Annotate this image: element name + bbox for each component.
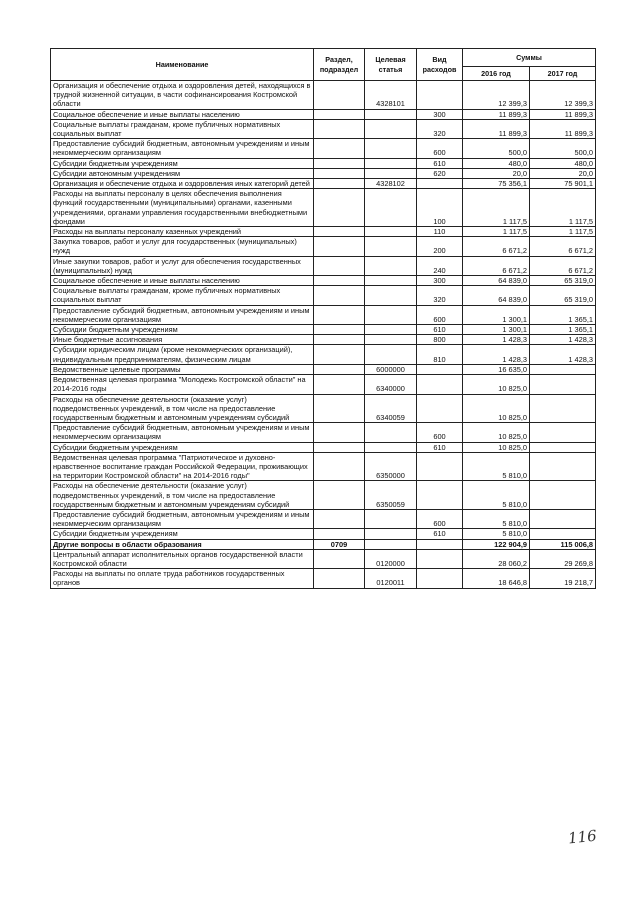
- cell-2016: 5 810,0: [463, 481, 530, 510]
- cell-target: 4328102: [365, 179, 417, 189]
- cell-2017: [530, 509, 596, 528]
- cell-2016: 64 839,0: [463, 276, 530, 286]
- cell-2016: 5 810,0: [463, 529, 530, 539]
- cell-2016: 1 300,1: [463, 325, 530, 335]
- header-section: Раздел, подраздел: [314, 49, 365, 81]
- cell-kind: [417, 364, 463, 374]
- cell-kind: 100: [417, 189, 463, 227]
- cell-name: Ведомственная целевая программа "Патриотическое и духовно-нравственное воспитание граждан Российской Федерации, проживающих на территории Костромской области" на 2014-2016 годы": [51, 452, 314, 481]
- cell-2017: 20,0: [530, 168, 596, 178]
- cell-target: [365, 423, 417, 442]
- cell-kind: 320: [417, 119, 463, 138]
- cell-2016: 6 671,2: [463, 256, 530, 275]
- cell-2017: [530, 481, 596, 510]
- cell-2016: 11 899,3: [463, 119, 530, 138]
- cell-name: Ведомственные целевые программы: [51, 364, 314, 374]
- cell-target: [365, 189, 417, 227]
- cell-kind: 600: [417, 509, 463, 528]
- table-header: [51, 49, 596, 81]
- cell-2017: 65 319,0: [530, 276, 596, 286]
- cell-section: [314, 529, 365, 539]
- cell-2016: 10 825,0: [463, 375, 530, 394]
- cell-section: 0709: [314, 539, 365, 549]
- cell-kind: [417, 81, 463, 110]
- cell-2017: 65 319,0: [530, 286, 596, 305]
- cell-2016: 5 810,0: [463, 452, 530, 481]
- cell-kind: 600: [417, 305, 463, 324]
- cell-section: [314, 158, 365, 168]
- cell-kind: 610: [417, 442, 463, 452]
- table-row: [51, 139, 596, 158]
- cell-2017: [530, 423, 596, 442]
- cell-target: 4328101: [365, 81, 417, 110]
- cell-name: Иные закупки товаров, работ и услуг для обеспечения государственных (муниципальных) нужд: [51, 256, 314, 275]
- cell-2017: [530, 452, 596, 481]
- table-row: [51, 345, 596, 364]
- cell-name: Субсидии бюджетным учреждениям: [51, 529, 314, 539]
- cell-kind: 620: [417, 168, 463, 178]
- header-sums: Суммы: [463, 49, 596, 67]
- header-year-2017: 2017 год: [530, 67, 596, 81]
- cell-2017: [530, 529, 596, 539]
- cell-section: [314, 423, 365, 442]
- cell-target: [365, 227, 417, 237]
- table-row: [51, 509, 596, 528]
- cell-2016: 18 646,8: [463, 569, 530, 588]
- cell-name: Социальное обеспечение и иные выплаты населению: [51, 109, 314, 119]
- cell-name: Предоставление субсидий бюджетным, автономным учреждениям и иным некоммерческим организациям: [51, 305, 314, 324]
- cell-kind: 300: [417, 109, 463, 119]
- cell-section: [314, 364, 365, 374]
- cell-target: 6340000: [365, 375, 417, 394]
- cell-section: [314, 325, 365, 335]
- cell-section: [314, 227, 365, 237]
- cell-kind: 600: [417, 423, 463, 442]
- table-row: [51, 286, 596, 305]
- cell-2016: 20,0: [463, 168, 530, 178]
- table-row: [51, 481, 596, 510]
- cell-target: [365, 529, 417, 539]
- cell-section: [314, 179, 365, 189]
- cell-2016: 11 899,3: [463, 109, 530, 119]
- cell-kind: [417, 569, 463, 588]
- cell-name: Субсидии бюджетным учреждениям: [51, 158, 314, 168]
- cell-target: [365, 305, 417, 324]
- table-row: [51, 119, 596, 138]
- cell-name: Расходы на обеспечение деятельности (оказание услуг) подведомственных учреждений, в том числе на предоставление государственным бюджетным и автономным учреждениям субсидий: [51, 394, 314, 423]
- cell-kind: [417, 481, 463, 510]
- cell-section: [314, 119, 365, 138]
- table-row: [51, 423, 596, 442]
- cell-2017: [530, 364, 596, 374]
- cell-section: [314, 168, 365, 178]
- cell-section: [314, 375, 365, 394]
- cell-section: [314, 237, 365, 256]
- table-row: [51, 227, 596, 237]
- cell-name: Организация и обеспечение отдыха и оздоровления иных категорий детей: [51, 179, 314, 189]
- cell-kind: 200: [417, 237, 463, 256]
- cell-target: 6350059: [365, 481, 417, 510]
- cell-2016: 500,0: [463, 139, 530, 158]
- cell-2016: 1 117,5: [463, 227, 530, 237]
- cell-target: [365, 539, 417, 549]
- cell-kind: [417, 452, 463, 481]
- cell-2017: 75 901,1: [530, 179, 596, 189]
- cell-2017: 1 117,5: [530, 227, 596, 237]
- cell-2016: 12 399,3: [463, 81, 530, 110]
- cell-section: [314, 509, 365, 528]
- cell-2016: 10 825,0: [463, 423, 530, 442]
- cell-2017: 19 218,7: [530, 569, 596, 588]
- cell-target: [365, 442, 417, 452]
- cell-section: [314, 189, 365, 227]
- table-row: [51, 442, 596, 452]
- cell-kind: [417, 375, 463, 394]
- cell-kind: 610: [417, 325, 463, 335]
- cell-name: Предоставление субсидий бюджетным, автономным учреждениям и иным некоммерческим организациям: [51, 509, 314, 528]
- table-row: [51, 81, 596, 110]
- cell-target: [365, 158, 417, 168]
- table-row: [51, 256, 596, 275]
- cell-2017: 1 365,1: [530, 325, 596, 335]
- page-number: 116: [567, 826, 598, 848]
- cell-name: Предоставление субсидий бюджетным, автономным учреждениям и иным некоммерческим организациям: [51, 423, 314, 442]
- cell-section: [314, 139, 365, 158]
- cell-2016: 64 839,0: [463, 286, 530, 305]
- cell-2016: 480,0: [463, 158, 530, 168]
- table-row: [51, 237, 596, 256]
- cell-section: [314, 335, 365, 345]
- cell-2017: 115 006,8: [530, 539, 596, 549]
- cell-name: Центральный аппарат исполнительных органов государственной власти Костромской области: [51, 549, 314, 568]
- cell-target: [365, 139, 417, 158]
- header-target: Целевая статья: [365, 49, 417, 81]
- cell-kind: 600: [417, 139, 463, 158]
- cell-2016: 1 117,5: [463, 189, 530, 227]
- cell-2017: 1 117,5: [530, 189, 596, 227]
- cell-target: [365, 335, 417, 345]
- cell-target: 0120011: [365, 569, 417, 588]
- cell-target: [365, 345, 417, 364]
- cell-target: [365, 509, 417, 528]
- table-row: [51, 529, 596, 539]
- cell-2017: 12 399,3: [530, 81, 596, 110]
- table-row: [51, 549, 596, 568]
- cell-name: Закупка товаров, работ и услуг для государственных (муниципальных) нужд: [51, 237, 314, 256]
- table-row: [51, 452, 596, 481]
- cell-target: [365, 256, 417, 275]
- table-row: [51, 109, 596, 119]
- cell-2017: 1 428,3: [530, 345, 596, 364]
- cell-name: Социальные выплаты гражданам, кроме публичных нормативных социальных выплат: [51, 119, 314, 138]
- cell-2017: [530, 375, 596, 394]
- cell-section: [314, 394, 365, 423]
- cell-2017: 6 671,2: [530, 256, 596, 275]
- cell-2016: 10 825,0: [463, 394, 530, 423]
- cell-2016: 28 060,2: [463, 549, 530, 568]
- cell-kind: 610: [417, 158, 463, 168]
- cell-section: [314, 286, 365, 305]
- cell-target: [365, 286, 417, 305]
- cell-section: [314, 345, 365, 364]
- table-row: [51, 325, 596, 335]
- cell-2017: 500,0: [530, 139, 596, 158]
- cell-name: Расходы на обеспечение деятельности (оказание услуг) подведомственных учреждений, в том числе на предоставление государственным бюджетным и автономным учреждениям субсидий: [51, 481, 314, 510]
- cell-2017: 480,0: [530, 158, 596, 168]
- cell-kind: [417, 179, 463, 189]
- cell-target: [365, 168, 417, 178]
- cell-target: 6350000: [365, 452, 417, 481]
- cell-section: [314, 442, 365, 452]
- cell-target: 0120000: [365, 549, 417, 568]
- cell-name: Субсидии автономным учреждениям: [51, 168, 314, 178]
- table-row: [51, 305, 596, 324]
- cell-section: [314, 305, 365, 324]
- cell-2016: 122 904,9: [463, 539, 530, 549]
- cell-name: Иные бюджетные ассигнования: [51, 335, 314, 345]
- cell-2016: 5 810,0: [463, 509, 530, 528]
- cell-2017: 1 365,1: [530, 305, 596, 324]
- cell-2017: 6 671,2: [530, 237, 596, 256]
- cell-2017: [530, 394, 596, 423]
- header-name: Наименование: [51, 49, 314, 81]
- cell-2017: 29 269,8: [530, 549, 596, 568]
- cell-section: [314, 256, 365, 275]
- cell-name: Субсидии юридическим лицам (кроме некоммерческих организаций), индивидуальным предпринимателям, физическим лицам: [51, 345, 314, 364]
- cell-target: [365, 109, 417, 119]
- cell-kind: 810: [417, 345, 463, 364]
- cell-name: Расходы на выплаты персоналу в целях обеспечения выполнения функций государственными (муниципальными) органами, казенными учреждениями, органами управления государственными внебюджетными фондами: [51, 189, 314, 227]
- cell-section: [314, 481, 365, 510]
- table-row: [51, 375, 596, 394]
- cell-kind: 110: [417, 227, 463, 237]
- cell-2016: 1 428,3: [463, 335, 530, 345]
- cell-kind: [417, 539, 463, 549]
- cell-name: Другие вопросы в области образования: [51, 539, 314, 549]
- cell-section: [314, 81, 365, 110]
- table-row: [51, 364, 596, 374]
- table-row: [51, 168, 596, 178]
- table-row: [51, 335, 596, 345]
- cell-2016: 10 825,0: [463, 442, 530, 452]
- cell-target: [365, 276, 417, 286]
- table-row: [51, 569, 596, 588]
- cell-target: [365, 325, 417, 335]
- cell-target: 6000000: [365, 364, 417, 374]
- cell-section: [314, 549, 365, 568]
- cell-kind: 320: [417, 286, 463, 305]
- cell-kind: 610: [417, 529, 463, 539]
- table-row: [51, 539, 596, 549]
- cell-2017: 1 428,3: [530, 335, 596, 345]
- cell-section: [314, 276, 365, 286]
- cell-name: Организация и обеспечение отдыха и оздоровления детей, находящихся в трудной жизненной ситуации, в части софинансирования Костромской области: [51, 81, 314, 110]
- cell-name: Предоставление субсидий бюджетным, автономным учреждениям и иным некоммерческим организациям: [51, 139, 314, 158]
- cell-name: Ведомственная целевая программа "Молодежь Костромской области" на 2014-2016 годы: [51, 375, 314, 394]
- header-year-2016: 2016 год: [463, 67, 530, 81]
- cell-2017: 11 899,3: [530, 109, 596, 119]
- table-row: [51, 158, 596, 168]
- cell-section: [314, 109, 365, 119]
- cell-section: [314, 569, 365, 588]
- cell-kind: [417, 394, 463, 423]
- cell-2017: [530, 442, 596, 452]
- cell-kind: 800: [417, 335, 463, 345]
- cell-target: 6340059: [365, 394, 417, 423]
- table-row: [51, 276, 596, 286]
- table-row: [51, 394, 596, 423]
- budget-table: [50, 48, 596, 589]
- cell-name: Расходы на выплаты персоналу казенных учреждений: [51, 227, 314, 237]
- cell-2016: 16 635,0: [463, 364, 530, 374]
- cell-2016: 1 300,1: [463, 305, 530, 324]
- cell-kind: [417, 549, 463, 568]
- cell-name: Социальное обеспечение и иные выплаты населению: [51, 276, 314, 286]
- table-body: [51, 81, 596, 589]
- cell-2016: 1 428,3: [463, 345, 530, 364]
- header-kind: Вид расходов: [417, 49, 463, 81]
- cell-2016: 75 356,1: [463, 179, 530, 189]
- cell-name: Социальные выплаты гражданам, кроме публичных нормативных социальных выплат: [51, 286, 314, 305]
- cell-target: [365, 119, 417, 138]
- cell-target: [365, 237, 417, 256]
- table-row: [51, 189, 596, 227]
- cell-name: Расходы на выплаты по оплате труда работников государственных органов: [51, 569, 314, 588]
- table-row: [51, 179, 596, 189]
- cell-2016: 6 671,2: [463, 237, 530, 256]
- cell-section: [314, 452, 365, 481]
- cell-2017: 11 899,3: [530, 119, 596, 138]
- cell-kind: 240: [417, 256, 463, 275]
- cell-name: Субсидии бюджетным учреждениям: [51, 325, 314, 335]
- cell-name: Субсидии бюджетным учреждениям: [51, 442, 314, 452]
- cell-kind: 300: [417, 276, 463, 286]
